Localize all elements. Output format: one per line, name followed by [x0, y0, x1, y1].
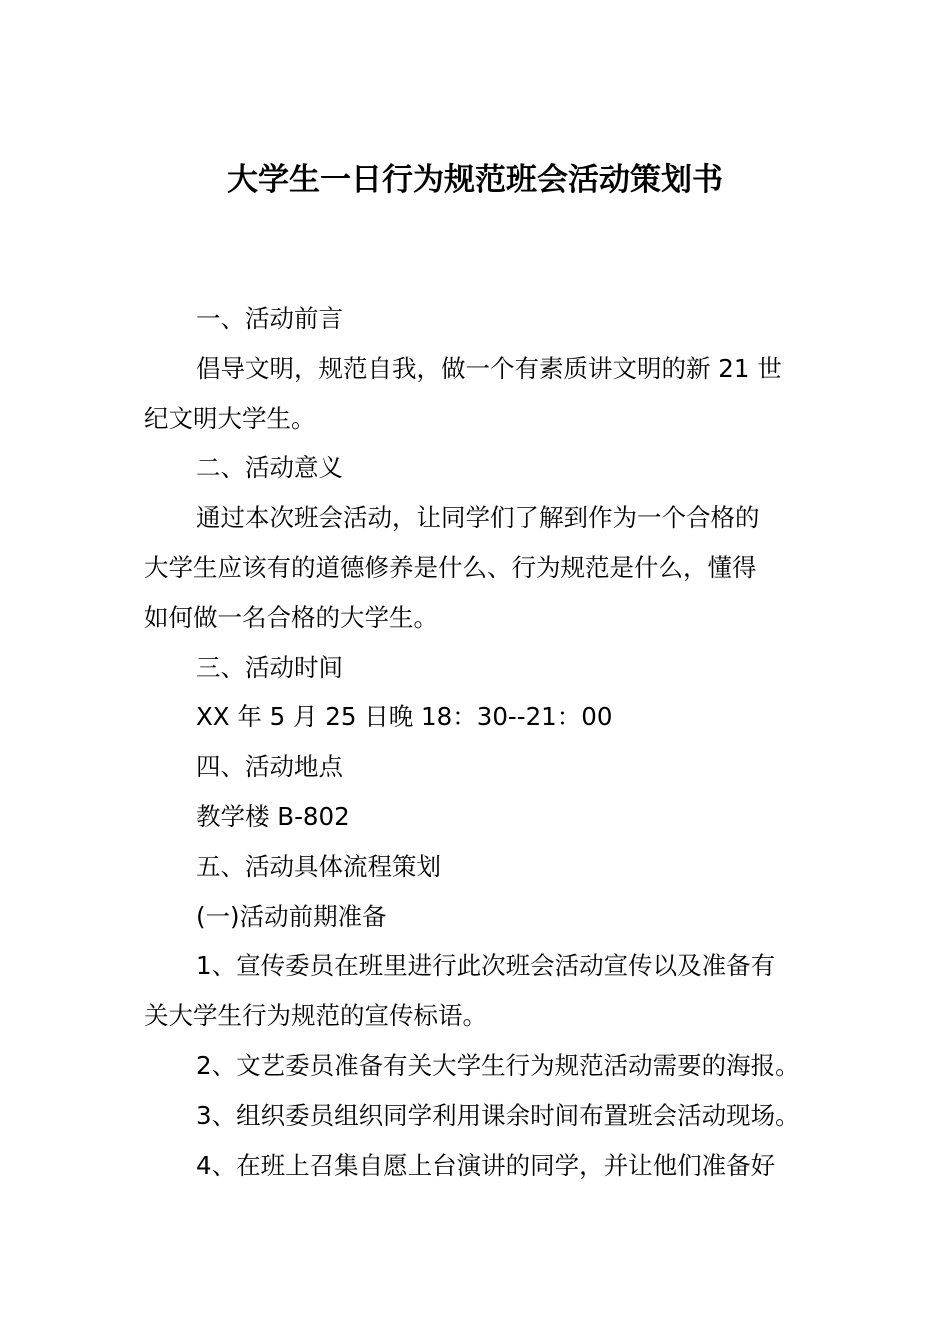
- section-heading-time: 三、活动时间: [196, 652, 343, 682]
- body-line: 纪文明大学生。: [144, 403, 316, 433]
- list-item-continuation: 关大学生行为规范的宣传标语。: [144, 1001, 487, 1031]
- body-line: 如何做一名合格的大学生。: [144, 602, 438, 632]
- list-item: 1、宣传委员在班里进行此次班会活动宣传以及准备有: [196, 951, 776, 981]
- list-item: 2、文艺委员准备有关大学生行为规范活动需要的海报。: [196, 1050, 800, 1080]
- body-line: 大学生应该有的道德修养是什么、行为规范是什么，懂得: [144, 552, 757, 582]
- section-heading-process: 五、活动具体流程策划: [196, 851, 441, 881]
- subsection-heading: (一)活动前期准备: [196, 901, 387, 931]
- body-line: 倡导文明，规范自我，做一个有素质讲文明的新 21 世: [196, 353, 782, 383]
- section-heading-location: 四、活动地点: [196, 752, 343, 782]
- document-title: 大学生一日行为规范班会活动策划书: [227, 162, 723, 198]
- document-body: [144, 294, 808, 1190]
- section-heading-preface: 一、活动前言: [196, 304, 343, 333]
- list-item: 4、在班上召集自愿上台演讲的同学，并让他们准备好: [196, 1150, 776, 1180]
- body-line: 通过本次班会活动，让同学们了解到作为一个合格的: [196, 503, 760, 533]
- body-line: XX 年 5 月 25 日晚 18：30--21：00: [196, 702, 613, 732]
- list-item: 3、组织委员组织同学利用课余时间布置班会活动现场。: [196, 1100, 800, 1130]
- section-heading-significance: 二、活动意义: [196, 453, 343, 483]
- body-line: 教学楼 B-802: [196, 801, 350, 831]
